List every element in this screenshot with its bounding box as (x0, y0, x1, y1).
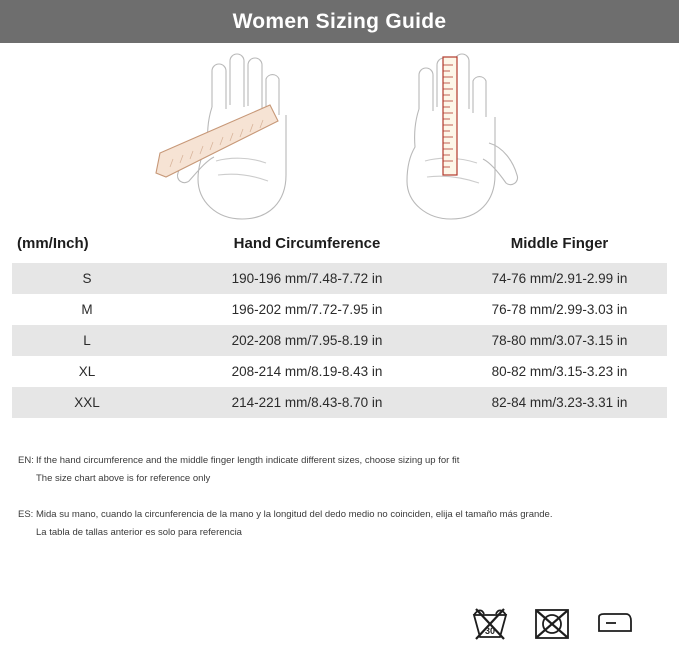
cell-middle-finger: 82-84 mm/3.23-3.31 in (491, 395, 628, 410)
notes-section (18, 452, 679, 542)
column-header-middle-finger: Middle Finger (510, 234, 609, 252)
cell-middle-finger: 78-80 mm/3.07-3.15 in (491, 333, 628, 348)
cell-hand-circumference: 214-221 mm/8.43-8.70 in (231, 395, 383, 410)
cell-middle-finger: 76-78 mm/2.99-3.03 in (491, 302, 628, 317)
wash-temperature-label: 30 (484, 626, 496, 636)
table-row (12, 387, 667, 418)
note-es-line1: Mida su mano, cuando la circunferencia de la mano y la longitud del dedo medio no coinciden, elija el tamaño más grande. (36, 509, 553, 521)
cell-hand-circumference: 208-214 mm/8.19-8.43 in (231, 364, 383, 379)
size-table (12, 223, 667, 418)
cell-middle-finger: 74-76 mm/2.91-2.99 in (491, 271, 628, 286)
page-title: Women Sizing Guide (232, 9, 447, 33)
middle-finger-measure-illustration (385, 49, 555, 224)
cell-size: XXL (74, 395, 100, 410)
note-es-line2: La tabla de tallas anterior es solo para referencia (36, 527, 242, 539)
measuring-tape (156, 105, 278, 177)
table-row (12, 294, 667, 325)
note-en-label: EN: (18, 455, 34, 466)
do-not-tumble-dry-icon (532, 605, 572, 643)
hand-circumference-measure-illustration (150, 49, 350, 224)
column-header-unit: (mm/Inch) (17, 234, 89, 252)
table-header-row (12, 223, 667, 263)
table-row (12, 263, 667, 294)
iron-low-heat-icon (594, 605, 634, 643)
ruler (443, 57, 457, 175)
cell-hand-circumference: 190-196 mm/7.48-7.72 in (231, 271, 383, 286)
note-en (18, 452, 679, 488)
cell-size: M (81, 302, 93, 317)
cell-size: L (83, 333, 91, 348)
table-row (12, 325, 667, 356)
cell-middle-finger: 80-82 mm/3.15-3.23 in (491, 364, 628, 379)
cell-size: XL (78, 364, 96, 379)
cell-hand-circumference: 196-202 mm/7.72-7.95 in (231, 302, 383, 317)
note-en-line1: If the hand circumference and the middle finger length indicate different sizes, choose sizing up for fit (36, 455, 460, 466)
header-bar (0, 0, 679, 43)
illustration-area (0, 43, 679, 223)
do-not-wash-30-icon (470, 605, 510, 643)
cell-hand-circumference: 202-208 mm/7.95-8.19 in (231, 333, 383, 348)
note-es (18, 506, 679, 542)
table-row (12, 356, 667, 387)
note-es-label: ES: (18, 509, 34, 521)
cell-size: S (82, 271, 92, 286)
care-instructions (470, 605, 634, 643)
column-header-hand-circumference: Hand Circumference (233, 234, 381, 252)
note-en-line2: The size chart above is for reference only (36, 473, 211, 485)
